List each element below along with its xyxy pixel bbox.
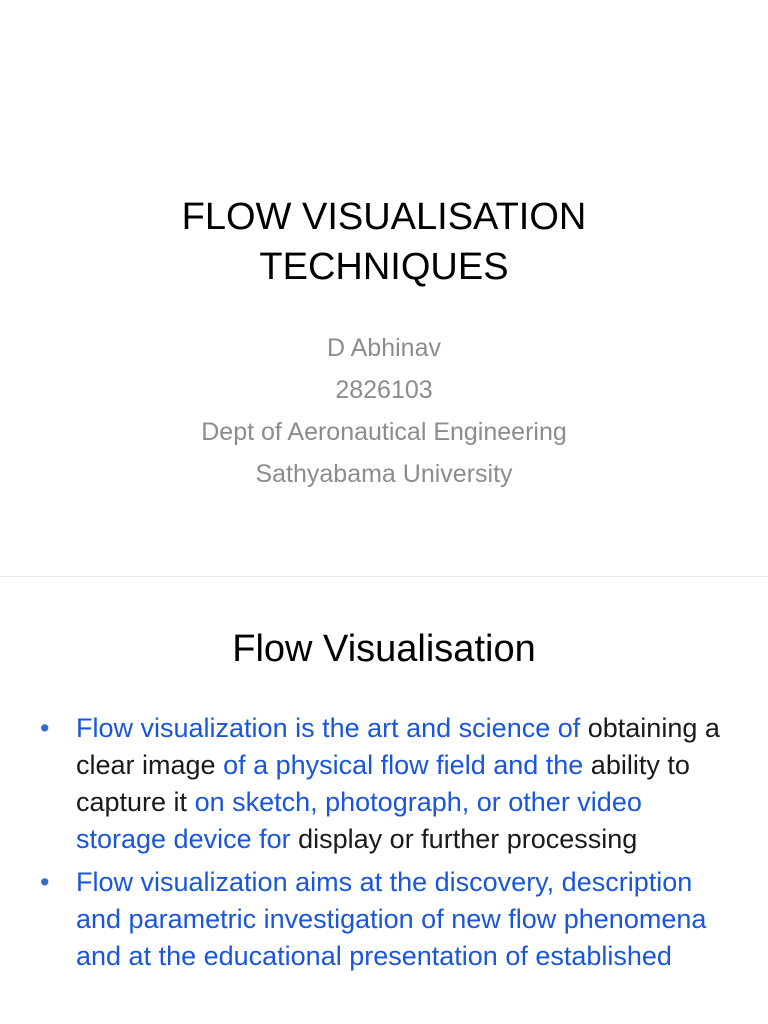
bullet-1-segment-3: of a physical flow field and the [223,750,591,780]
slide-title-line-2: TECHNIQUES [259,246,509,288]
content-slide [0,577,768,1024]
bullet-1-segment-1: Flow visualization is the art and science of [76,713,588,743]
author-university: Sathyabama University [255,460,513,488]
author-department: Dept of Aeronautical Engineering [201,418,567,446]
slide-subtitle [0,327,768,495]
slide-title-line-1: FLOW VISUALISATION [181,196,587,238]
slide-heading: Flow Visualisation [232,628,536,670]
bullet-1-segment-5: on sketch, photograph, or other video storage device for [76,787,642,854]
author-id: 2826103 [335,376,433,404]
author-name: D Abhinav [327,334,441,362]
bullet-1-segment-2: obtaining a clear image [76,713,720,780]
bullet-item-2 [40,864,730,975]
bullet-1-segment-6: display or further processing [298,824,638,854]
bullet-icon: • [40,867,50,897]
slide-title [0,192,768,292]
bullet-1-segment-4: ability to capture it [76,750,690,817]
bullet-2-segment-1: Flow visualization aims at the discovery, description and parametric investigation of new flow phenomena and at the educational presentation of established [76,867,707,971]
bullet-list [40,710,730,981]
bullet-item-1 [40,710,730,858]
bullet-icon: • [40,713,50,743]
